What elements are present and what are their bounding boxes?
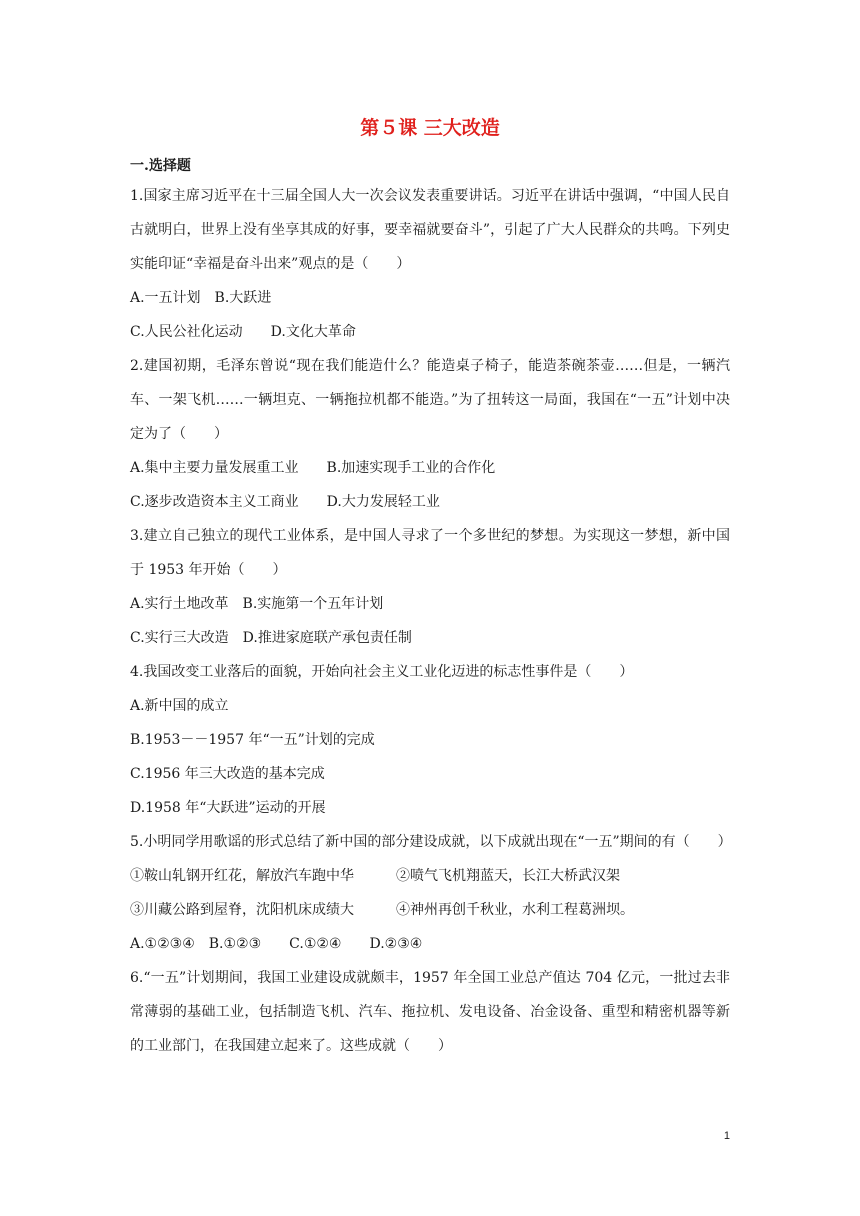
question-block (130, 961, 730, 1063)
option-line: ③川藏公路到屋脊，沈阳机床成绩大 ④神州再创千秋业，水利工程葛洲坝。 (130, 902, 634, 918)
option-line: C.1956 年三大改造的基本完成 (130, 766, 325, 782)
option-line: B.1953－－1957 年“一五”计划的完成 (130, 732, 375, 748)
question-block (130, 349, 730, 519)
question-stem: 2.建国初期，毛泽东曾说“现在我们能造什么？能造桌子椅子，能造茶碗茶壶……但是，一辆汽车、一架飞机……一辆坦克、一辆拖拉机都不能造。”为了扭转这一局面，我国在“一五”计划中决定为了（ ） (130, 358, 730, 442)
option-line: A.①②③④ B.①②③ C.①②④ D.②③④ (130, 936, 423, 952)
option-line: A.一五计划 B.大跃进 (130, 290, 272, 306)
option-line: A.实行土地改革 B.实施第一个五年计划 (130, 596, 384, 612)
page-number: 1 (723, 1130, 730, 1142)
option-line: C.人民公社化运动 D.文化大革命 (130, 324, 356, 340)
question-block (130, 655, 730, 825)
question-block (130, 825, 730, 961)
document-page (130, 115, 730, 1063)
question-stem: 4.我国改变工业落后的面貌，开始向社会主义工业化迈进的标志性事件是（ ） (130, 664, 634, 680)
option-line: D.1958 年“大跃进”运动的开展 (130, 800, 326, 816)
question-list (130, 179, 730, 1063)
lesson-title: 第５课 三大改造 (360, 117, 500, 139)
question-block (130, 179, 730, 349)
question-block (130, 519, 730, 655)
option-line: C.逐步改造资本主义工商业 D.大力发展轻工业 (130, 494, 440, 510)
section-heading: 一.选择题 (130, 158, 191, 174)
question-stem: 3.建立自己独立的现代工业体系，是中国人寻求了一个多世纪的梦想。为实现这一梦想，新中国于 1953 年开始（ ） (130, 528, 730, 578)
option-line: C.实行三大改造 D.推进家庭联产承包责任制 (130, 630, 412, 646)
option-line: A.集中主要力量发展重工业 B.加速实现手工业的合作化 (130, 460, 496, 476)
question-stem: 1.国家主席习近平在十三届全国人大一次会议发表重要讲话。习近平在讲话中强调，“中国人民自古就明白，世界上没有坐享其成的好事，要幸福就要奋斗”，引起了广大人民群众的共鸣。下列史实能印证“幸福是奋斗出来”观点的是（ ） (130, 188, 730, 272)
option-line: ①鞍山轧钢开红花，解放汽车跑中华 ②喷气飞机翔蓝天，长江大桥武汉架 (130, 868, 620, 884)
option-line: A.新中国的成立 (130, 698, 229, 714)
question-stem: 6.“一五”计划期间，我国工业建设成就颇丰，1957 年全国工业总产值达 704 亿元，一批过去非常薄弱的基础工业，包括制造飞机、汽车、拖拉机、发电设备、冶金设备、重型和精密机器等新的工业部门，在我国建立起来了。这些成就（ ） (130, 970, 730, 1054)
question-stem: 5.小明同学用歌谣的形式总结了新中国的部分建设成就，以下成就出现在“一五”期间的有（ ） (130, 834, 732, 850)
